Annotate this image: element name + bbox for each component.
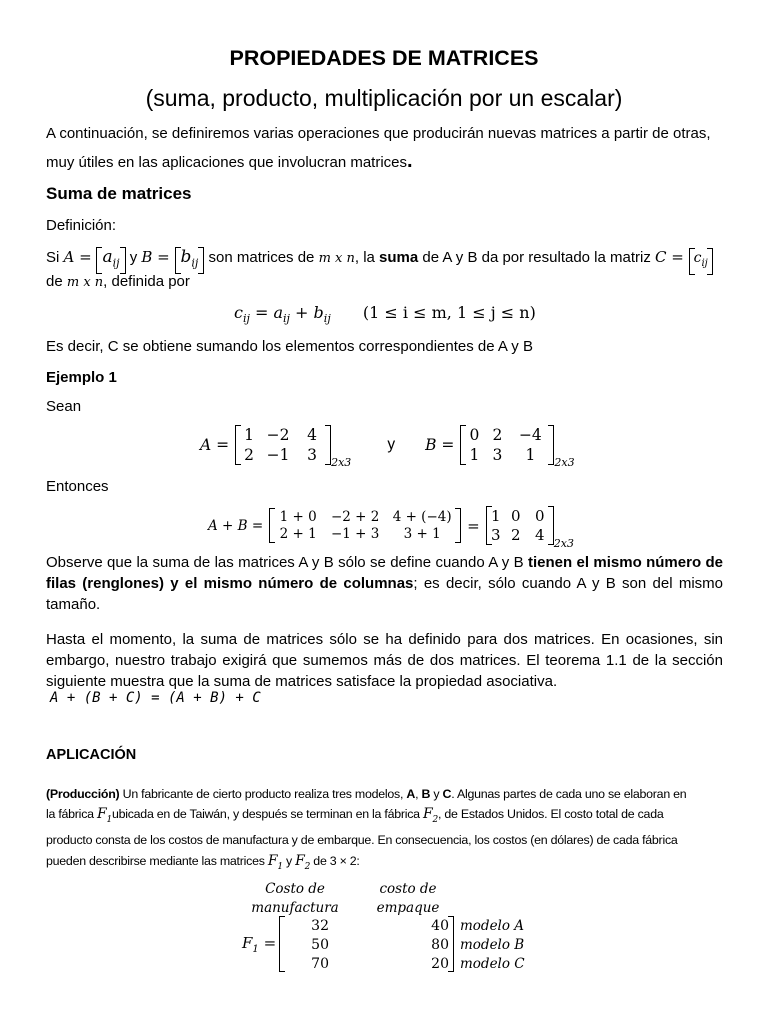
sum-formula: $c_{ij} = a_{ij} + b_{ij}$ (1 ≤ i ≤ m, 1 ≤ j ≤ n) [234,303,536,326]
definition-label: Definición: [46,217,117,234]
hasta-paragraph: Hasta el momento, la suma de matrices sólo se ha definido para dos matrices. En ocasiones, sin embargo, nuestro trabajo exigirá que sumemos más de dos matrices. El teorema 1.1 de la sección siguiente muestra que la suma de matrices satisface la propiedad asociativa. [46,631,723,690]
page-subtitle: (suma, producto, multiplicación por un escalar) [145,85,623,111]
es-decir-text: Es decir, C se obtiene sumando los elementos correspondientes de A y B [46,338,533,355]
matrix-F1-label: $F_1$ = [242,934,277,955]
bracket-aij: $a_{ij}$ [96,247,125,274]
definition-line-1: Si $A = a_{ij}$ y $B = b_{ij}$ son matrices de m x n, la suma de A y B da por resultado la matriz $C = c_{ij}$ [46,247,736,275]
associative-formula: A + (B + C) = (A + B) + C [50,690,261,706]
definition-line-2: de m x n, definida por [46,273,190,290]
matrix-B: 0 2 −4 1 3 1 [460,425,554,465]
sum-example-expression: A + B = 1 + 0 −2 + 2 4 + (−4) 2 + 1 −1 + 3 3 + 1 = 1 0 0 3 2 4 2x3 [208,507,574,550]
bracket-cij: $c_{ij}$ [689,248,713,275]
matrix-A: 1 −2 4 2 −1 3 [235,425,331,465]
application-line-1: (Producción) Un fabricante de cierto producto realiza tres modelos, A, B y C. Algunas partes de cada uno se elaboran en [46,787,687,801]
intro-line-2: muy útiles en las aplicaciones que involucran matrices. [46,149,413,172]
intro-paragraph [46,124,726,174]
column-header-manufactura: Costo de manufactura [251,881,339,916]
matrix-F1-col-empaque: 40 80 20 [431,918,449,972]
example-heading: Ejemplo 1 [46,369,117,386]
page-title: PROPIEDADES DE MATRICES [229,46,539,70]
entonces-label: Entonces [46,478,109,495]
bracket-bij: $b_{ij}$ [175,247,205,274]
matrix-F1-row-labels: modelo A modelo B modelo C [460,918,525,972]
sean-label: Sean [46,398,82,415]
sum-result-matrix: 1 0 0 3 2 4 [486,506,554,545]
matrix-F1-col-manufactura: 32 50 70 [311,918,329,972]
application-paragraph [46,784,726,877]
application-line-4: pueden describirse mediante las matrices $F_1$ y $F_2$ de 3 × 2: [46,852,360,872]
matrix-A-expression: A = 1 −2 4 2 −1 3 2x3 y B = 0 2 −4 1 3 1 2x3 [200,426,575,469]
section-heading-suma: Suma de matrices [46,184,192,203]
application-line-3: producto consta de los costos de manufactura y de embarque. En consecuencia, los costos (en dólares) de cada fábrica [46,833,678,848]
observe-paragraph: Observe que la suma de las matrices A y B sólo se define cuando A y B tienen el mismo número de filas (renglones) y el mismo número de columnas; es decir, sólo cuando A y B son del mismo tamaño. [46,554,723,613]
application-line-2: la fábrica $F_1ubicada$ en de Taiwán, y después se terminan en la fábrica $F_2$, de Estados Unidos. El costo total de cada [46,806,664,826]
matrix-F1 [279,916,454,972]
application-heading: APLICACIÓN [46,747,137,763]
sum-expanded-matrix: 1 + 0 −2 + 2 4 + (−4) 2 + 1 −1 + 3 3 + 1 [269,508,461,543]
intro-line-1: A continuación, se definiremos varias operaciones que producirán nuevas matrices a partir de otras, [46,125,711,142]
column-header-empaque: costo de empaque [376,881,440,916]
